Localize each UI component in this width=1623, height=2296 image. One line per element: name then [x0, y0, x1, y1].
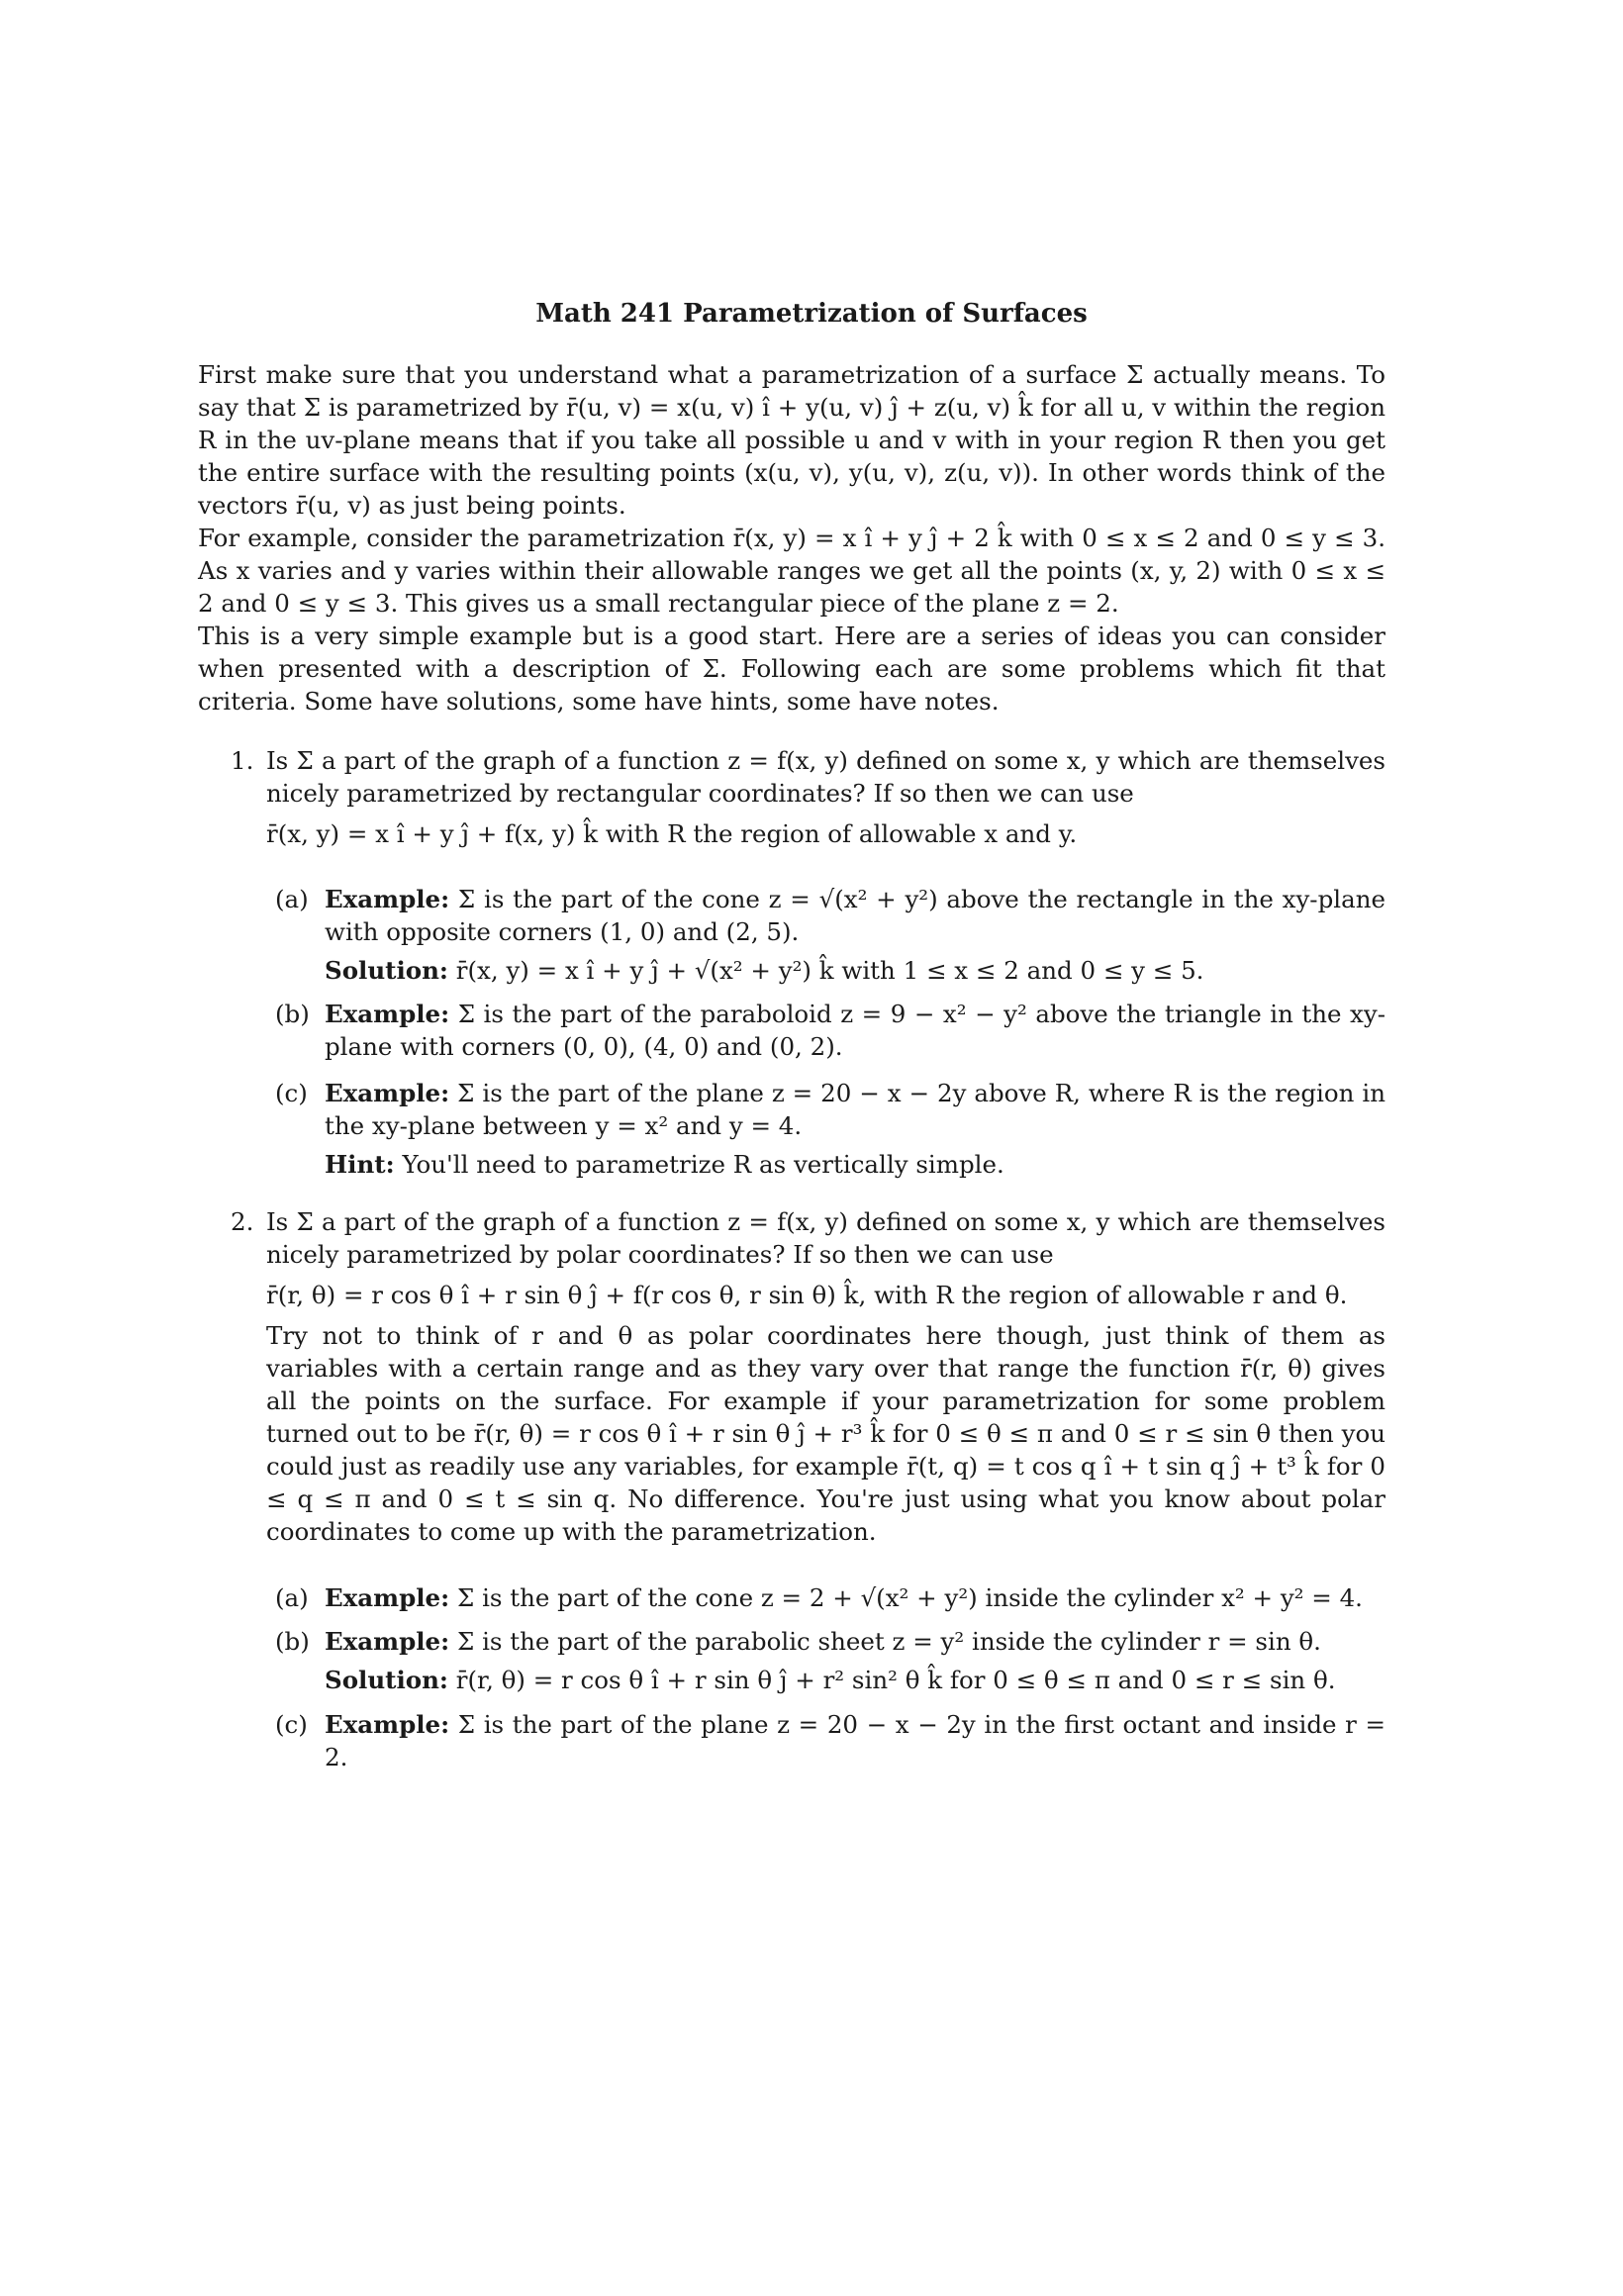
subitem-label: (a): [275, 1583, 309, 1612]
subitem-label: (c): [275, 1079, 308, 1107]
intro-paragraph: First make sure that you understand what a parametrization of a surface Σ actually means. To say that Σ is parametrized by r̄(u, v) = x(u, v) î + y(u, v) ĵ + z(u, v) k̂ for all u, v within the region R in the uv-plane means that if you take all possible u and v with in your region R then you get the entire surface with the resulting points (x(u, v), y(u, v), z(u, v)). In other words think of the vectors r̄(u, v) as just being points.: [198, 360, 1385, 520]
example-label: Example:: [325, 1000, 450, 1028]
subitem-label: (c): [275, 1710, 308, 1739]
subitem-1a: [275, 883, 1385, 987]
solution-text: r̄(r, θ) = r cos θ î + r sin θ ĵ + r² sin² θ k̂ for 0 ≤ θ ≤ π and 0 ≤ r ≤ sin θ.: [455, 1666, 1336, 1694]
subitem-2b: [275, 1625, 1385, 1696]
subitem-text: Σ is the part of the cone z = 2 + √(x² + y²) inside the cylinder x² + y² = 4.: [456, 1583, 1363, 1612]
subitem-2c: [275, 1708, 1385, 1773]
item-text: Is Σ a part of the graph of a function z = f(x, y) defined on some x, y which are themselves nicely parametrized by rectangular coordinates? If so then we can use: [266, 746, 1385, 808]
hint-text: You'll need to parametrize R as vertically simple.: [402, 1150, 1004, 1179]
subitem-text: Σ is the part of the parabolic sheet z = y² inside the cylinder r = sin θ.: [456, 1627, 1321, 1656]
item-formula: r̄(r, θ) = r cos θ î + r sin θ ĵ + f(r cos θ, r sin θ) k̂, with R the region of allowable r and θ.: [266, 1281, 1348, 1309]
page-title: Math 241 Parametrization of Surfaces: [535, 299, 1088, 329]
example-label: Example:: [325, 885, 450, 913]
subitem-2a: [275, 1581, 1385, 1614]
intro-section: [198, 358, 1385, 718]
item-text: Is Σ a part of the graph of a function z = f(x, y) defined on some x, y which are themselves nicely parametrized by polar coordinates? If so then we can use: [266, 1207, 1385, 1269]
item-note: Try not to think of r and θ as polar coordinates here though, just think of them as variables with a certain range and as they vary over that range the function r̄(r, θ) gives all the points on the surface. For example if your parametrization for some problem turned out to be r̄(r, θ) = r cos θ î + r sin θ ĵ + r³ k̂ for 0 ≤ θ ≤ π and 0 ≤ r ≤ sin θ then you could just as readily use any variables, for example r̄(t, q) = t cos q î + t sin q ĵ + t³ k̂ for 0 ≤ q ≤ π and 0 ≤ t ≤ sin q. No difference. You're just using what you know about polar coordinates to come up with the parametrization.: [266, 1321, 1385, 1546]
hint-label: Hint:: [325, 1150, 395, 1179]
solution-label: Solution:: [325, 956, 448, 985]
subitem-text: Σ is the part of the cone z = √(x² + y²) above the rectangle in the xy-plane with opposite corners (1, 0) and (2, 5).: [325, 885, 1385, 946]
subitem-text: Σ is the part of the plane z = 20 − x − 2y above R, where R is the region in the xy-plane between y = x² and y = 4.: [325, 1079, 1385, 1140]
item-number: 2.: [231, 1207, 254, 1236]
item-formula: r̄(x, y) = x î + y ĵ + f(x, y) k̂ with R the region of allowable x and y.: [266, 819, 1078, 848]
subitem-text: Σ is the part of the plane z = 20 − x − 2y in the first octant and inside r = 2.: [325, 1710, 1385, 1771]
example-label: Example:: [325, 1583, 450, 1612]
solution-text: r̄(x, y) = x î + y ĵ + √(x² + y²) k̂ with 1 ≤ x ≤ 2 and 0 ≤ y ≤ 5.: [455, 956, 1204, 985]
intro-paragraph: For example, consider the parametrization r̄(x, y) = x î + y ĵ + 2 k̂ with 0 ≤ x ≤ 2 and 0 ≤ y ≤ 3. As x varies and y varies within their allowable ranges we get all the points (x, y, 2) with 0 ≤ x ≤ 2 and 0 ≤ y ≤ 3. This gives us a small rectangular piece of the plane z = 2.: [198, 524, 1385, 618]
intro-paragraph: This is a very simple example but is a good start. Here are a series of ideas you can consider when presented with a description of Σ. Following each are some problems which fit that criteria. Some have solutions, some have hints, some have notes.: [198, 622, 1385, 716]
example-label: Example:: [325, 1710, 450, 1739]
subitem-1c: [275, 1077, 1385, 1181]
list-item-1: [231, 744, 1385, 850]
subitem-1b: [275, 998, 1385, 1063]
subitem-label: (b): [275, 1627, 310, 1656]
subitem-label: (a): [275, 885, 309, 913]
subitem-label: (b): [275, 1000, 310, 1028]
subitem-text: Σ is the part of the paraboloid z = 9 − x² − y² above the triangle in the xy-plane with corners (0, 0), (4, 0) and (0, 2).: [325, 1000, 1385, 1061]
example-label: Example:: [325, 1627, 450, 1656]
item-number: 1.: [231, 746, 254, 775]
list-item-2: [231, 1205, 1385, 1548]
example-label: Example:: [325, 1079, 450, 1107]
solution-label: Solution:: [325, 1666, 448, 1694]
